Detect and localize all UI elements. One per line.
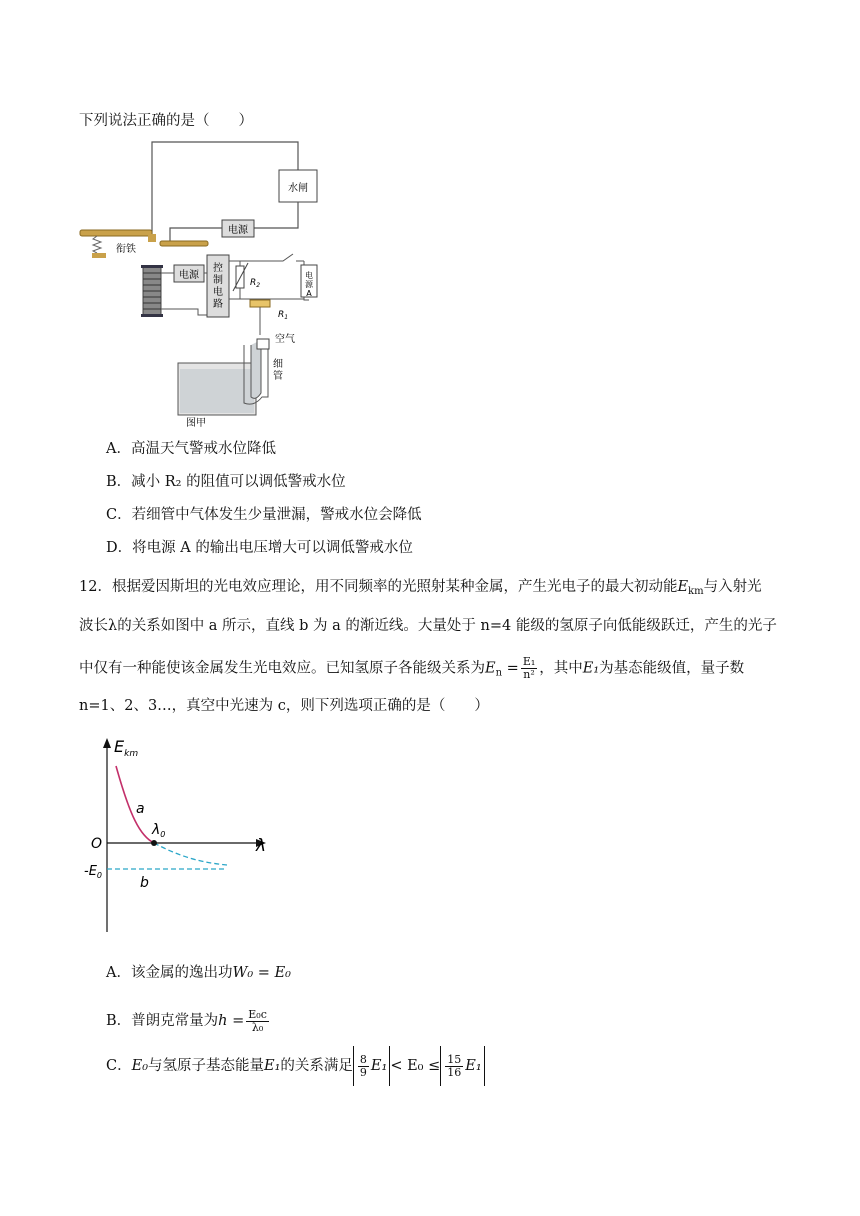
ekm-var: E bbox=[677, 579, 689, 595]
frac-den: 16 bbox=[447, 1065, 462, 1079]
option-text: 将电源 A 的输出电压增大可以调低警戒水位 bbox=[132, 540, 413, 556]
x-axis-label: λ bbox=[256, 836, 267, 856]
option-text: 减小 R₂ 的阻值可以调低警戒水位 bbox=[131, 474, 346, 490]
e1-var: E₁ bbox=[465, 1058, 482, 1074]
frac-8-9 bbox=[358, 1054, 369, 1079]
frac-num: E₀c bbox=[248, 1007, 267, 1021]
e1-var: E₁ bbox=[264, 1058, 281, 1074]
neg-e0-label: $-E_0$ bbox=[84, 864, 102, 880]
power-top-label: 电源 bbox=[228, 225, 248, 236]
option-label: A． bbox=[106, 441, 131, 457]
option-formula: W₀ = E₀ bbox=[232, 965, 291, 981]
tube-label: 细管 bbox=[273, 359, 283, 382]
option-label: D． bbox=[106, 540, 133, 556]
option-text: 与氢原子基态能量 bbox=[148, 1058, 265, 1074]
option-text: 若细管中气体发生少量泄漏，警戒水位会降低 bbox=[131, 507, 422, 523]
q12-line3a: 中仅有一种能使该金属发生光电效应。已知氢原子各能级关系为 bbox=[79, 660, 485, 677]
frac-num: E₁ bbox=[522, 655, 536, 668]
abs-right bbox=[440, 1046, 484, 1086]
line-b-label: b bbox=[140, 875, 149, 891]
curve-a bbox=[116, 766, 154, 843]
energy-fraction bbox=[521, 656, 537, 681]
y-axis-label: $E_{km}$ bbox=[114, 737, 139, 759]
h-var: h = bbox=[218, 1013, 245, 1029]
sluice-label: 水闸 bbox=[288, 183, 308, 194]
frac-den: 9 bbox=[359, 1065, 367, 1079]
q12-line1 bbox=[79, 577, 762, 602]
frac-den: λ₀ bbox=[251, 1020, 264, 1034]
armature-label: 衔铁 bbox=[116, 244, 136, 255]
frac-den: n² bbox=[523, 668, 535, 681]
r1-label: $R_1$ bbox=[278, 310, 289, 321]
e1-var: E₁ bbox=[370, 1058, 388, 1074]
lambda0-label: $\lambda_0$ bbox=[152, 822, 166, 839]
q11-option-d[interactable] bbox=[106, 538, 413, 558]
q12-line4: n=1、2、3…，真空中光速为 c，则下列选项正确的是（ ） bbox=[79, 698, 489, 714]
power-left-label: 电源 bbox=[179, 270, 199, 281]
option-label: C． bbox=[106, 1058, 132, 1074]
en-sub: n bbox=[495, 667, 503, 679]
q11-option-c[interactable] bbox=[106, 505, 422, 525]
e0-var: E₀ bbox=[131, 1058, 149, 1074]
q11-option-a[interactable] bbox=[106, 439, 276, 459]
lambda0-point bbox=[151, 840, 157, 846]
power-a-label: 电源 A bbox=[305, 271, 313, 298]
q12-option-a[interactable] bbox=[106, 963, 291, 983]
e1-var: E₁ bbox=[582, 660, 600, 677]
frac-num: 15 bbox=[447, 1052, 462, 1066]
curve-a-label: a bbox=[136, 801, 145, 817]
option-label: C． bbox=[106, 507, 132, 523]
frac-num: 8 bbox=[359, 1052, 367, 1066]
q12-option-b[interactable] bbox=[106, 1004, 271, 1038]
option-text: 普朗克常量为 bbox=[131, 1013, 219, 1029]
figure-caption: 图甲 bbox=[186, 418, 206, 429]
planck-fraction bbox=[246, 1009, 269, 1034]
q12-line1-text: 根据爱因斯坦的光电效应理论，用不同频率的光照射某种金属，产生光电子的最大初动能 bbox=[111, 579, 678, 595]
q11-stem: 下列说法正确的是（ ） bbox=[79, 113, 253, 129]
option-text2: 的关系满足 bbox=[280, 1058, 353, 1074]
en-var: E bbox=[485, 660, 496, 677]
option-label: B． bbox=[106, 1013, 132, 1029]
frac-15-16 bbox=[445, 1054, 463, 1079]
option-text: 该金属的逸出功 bbox=[130, 965, 233, 981]
q12-line2: 波长λ的关系如图中 a 所示，直线 b 为 a 的渐近线。大量处于 n=4 能级的氢原子向低能级跃迁，产生的光子 bbox=[79, 618, 777, 634]
q12-line3b: ，其中 bbox=[539, 660, 583, 677]
q12-line3: 中仅有一种能使该金属发生光电效应。已知氢原子各能级关系为$E_n$ = $\frac{\text{E₁}}{\text{n²}}$ ，其中E₁为基态能级值，量子数 bbox=[79, 655, 745, 681]
q12-line1-end: 与入射光 bbox=[703, 579, 762, 595]
inequality: < E₀ ≤ bbox=[390, 1058, 441, 1074]
curve-extension bbox=[154, 843, 227, 865]
r2-label: $R_2$ bbox=[250, 278, 261, 289]
option-label: A． bbox=[106, 965, 131, 981]
control-label: 控制电路 bbox=[213, 263, 223, 310]
q12-option-c[interactable] bbox=[106, 1046, 485, 1086]
origin-label: O bbox=[91, 836, 103, 852]
abs-left bbox=[353, 1046, 390, 1086]
ekm-sub: km bbox=[688, 586, 704, 597]
q12-number: 12． bbox=[79, 579, 112, 595]
q12-line3c: 为基态能级值，量子数 bbox=[599, 660, 745, 677]
q11-circuit-figure bbox=[78, 135, 318, 430]
q11-option-b[interactable] bbox=[106, 472, 346, 492]
option-text: 高温天气警戒水位降低 bbox=[130, 441, 276, 457]
option-label: B． bbox=[106, 474, 132, 490]
q12-graph bbox=[80, 736, 280, 936]
air-label: 空气 bbox=[275, 334, 295, 345]
